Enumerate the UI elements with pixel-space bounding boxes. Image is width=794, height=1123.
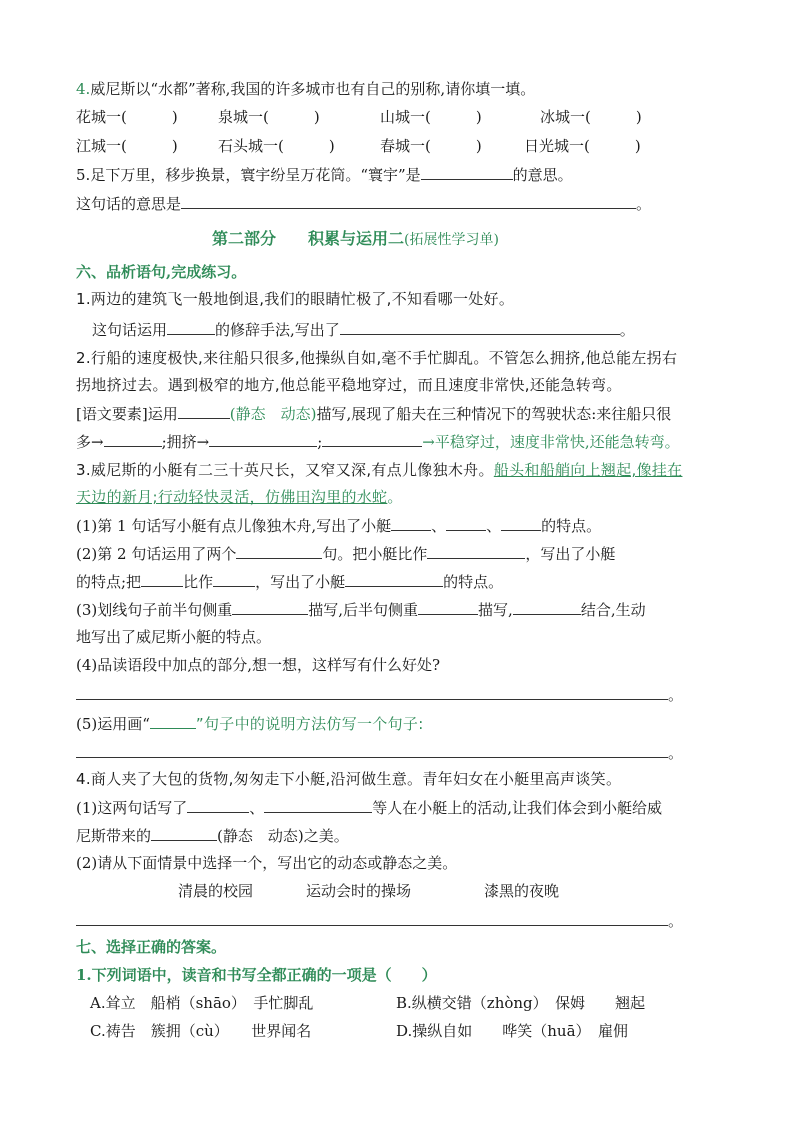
punctuation: ; <box>317 433 323 451</box>
answer-blank[interactable] <box>187 796 249 813</box>
answer-blank[interactable] <box>178 402 230 419</box>
question-number: 4. <box>76 80 91 98</box>
item-2-line2: 拐地挤过去。遇到极窄的地方,他总能平稳地穿过，而且速度非常快,还能急转弯。 <box>76 376 622 394</box>
option-b[interactable]: B.纵横交错（zhòng） 保姆 翘起 <box>396 994 646 1012</box>
city-blank[interactable]: 泉城一( ) <box>218 108 320 126</box>
separator: 、 <box>486 517 502 535</box>
scene-option: 漆黑的夜晚 <box>484 882 560 900</box>
prompt-text: 的特点;把 <box>76 573 142 591</box>
separator: 、 <box>249 799 265 817</box>
underlined-sentence: 天边的新月;行动轻快灵活，仿佛田沟里的水蛇 <box>76 488 388 506</box>
item-2-flow <box>76 430 680 453</box>
question-5-text <box>76 163 573 186</box>
answer-blank[interactable] <box>167 318 215 335</box>
prompt-text: [语文要素]运用 <box>76 405 178 423</box>
part-title: 第二部分 积累与运用二 <box>212 229 405 248</box>
question-number: 5. <box>76 166 91 184</box>
answer-blank[interactable] <box>513 598 581 615</box>
passage-text: 3.威尼斯的小艇有二三十英尺长，又窄又深,有点儿像独木舟。 <box>76 461 494 479</box>
scene-option: 运动会时的操场 <box>306 882 412 900</box>
prompt-text: 结合,生动 <box>580 601 646 619</box>
prompt-text: 句。把小艇比作 <box>322 545 428 563</box>
answer-blank[interactable] <box>104 430 162 447</box>
question-text: 的意思。 <box>512 166 573 184</box>
item-3-line2 <box>76 486 403 508</box>
item-1-question <box>92 318 635 341</box>
item-4-q1 <box>76 796 662 819</box>
answer-blank[interactable] <box>501 514 541 531</box>
prompt-text: 描写, <box>478 601 513 619</box>
prompt-text: ，写出了小艇 <box>255 573 346 591</box>
section-7-heading: 七、选择正确的答案。 <box>76 938 227 956</box>
given-text: →平稳穿过，速度非常快,还能急转弯。 <box>422 433 680 451</box>
item-3-q3 <box>76 598 646 621</box>
city-blank[interactable]: 日光城一( ) <box>524 137 641 155</box>
prompt-text: ，写出了小艇 <box>525 545 616 563</box>
punctuation: 。 <box>636 195 652 213</box>
item-3-q5 <box>76 712 424 735</box>
item-1-text: 1.两边的建筑飞一般地倒退,我们的眼睛忙极了,不知看哪一处好。 <box>76 290 515 308</box>
item-2-line1: 2.行船的速度极快,来往船只很多,他操纵自如,毫不手忙脚乱。不管怎么拥挤,他总能左拐右 <box>76 349 678 367</box>
answer-blank[interactable] <box>213 570 255 587</box>
punctuation: 。 <box>619 321 635 339</box>
prompt-text: (1)这两句话写了 <box>76 799 188 817</box>
option-a[interactable]: A.耸立 船梢（shāo） 手忙脚乱 <box>90 994 314 1012</box>
item-3-q4: (4)品读语段中加点的部分,想一想，这样写有什么好处? <box>76 656 441 674</box>
prompt-text: (3)划线句子前半句侧重 <box>76 601 233 619</box>
choice-question-1: 1.下列词语中，读音和书写全都正确的一项是（ ） <box>76 966 437 984</box>
option-hint: (静态 动态) <box>229 405 317 423</box>
answer-blank[interactable] <box>236 542 322 559</box>
item-3-line1 <box>76 459 682 481</box>
answer-blank[interactable] <box>340 318 620 335</box>
item-4-q2: (2)请从下面情景中选择一个，写出它的动态或静态之美。 <box>76 854 458 872</box>
prompt-text: ;拥挤→ <box>161 433 210 451</box>
section-6-heading: 六、品析语句,完成练习。 <box>76 263 247 281</box>
prompt-text: 多→ <box>76 433 104 451</box>
item-3-q4-answer: 。 <box>76 683 683 706</box>
answer-line[interactable] <box>76 741 668 758</box>
item-4-q1-line2 <box>76 824 349 847</box>
city-blank[interactable]: 花城一( ) <box>76 108 178 126</box>
answer-blank[interactable] <box>418 598 478 615</box>
option-d[interactable]: D.操纵自如 哗笑（huā） 雇佣 <box>396 1022 629 1040</box>
answer-blank[interactable] <box>264 796 372 813</box>
prompt-text: ”句子中的说明方法仿写一个句子: <box>195 715 424 733</box>
punctuation: 。 <box>387 488 403 506</box>
item-3-q2 <box>76 542 615 565</box>
answer-blank[interactable] <box>141 570 183 587</box>
answer-line[interactable] <box>76 683 668 700</box>
question-5-meaning <box>76 192 651 215</box>
answer-blank[interactable] <box>446 514 486 531</box>
answer-line[interactable] <box>76 909 668 926</box>
prompt-text: 描写,展现了船夫在三种情况下的驾驶状态:来往船只很 <box>316 405 672 423</box>
answer-blank[interactable] <box>232 598 308 615</box>
scene-option: 清晨的校园 <box>178 882 254 900</box>
item-4-text: 4.商人夹了大包的货物,匆匆走下小艇,沿河做生意。青年妇女在小艇里高声谈笑。 <box>76 770 622 788</box>
city-blank[interactable]: 石头城一( ) <box>218 137 335 155</box>
section-title <box>212 228 499 251</box>
underline-sample <box>150 712 196 729</box>
prompt-text: 的特点。 <box>443 573 504 591</box>
answer-blank[interactable] <box>151 824 217 841</box>
item-3-q1 <box>76 514 601 537</box>
question-4-text <box>76 78 535 100</box>
prompt-text: 这句话运用 <box>92 321 168 339</box>
question-text: 威尼斯以“水都”著称,我国的许多城市也有自己的别称,请你填一填。 <box>90 80 536 98</box>
option-c[interactable]: C.祷告 簇拥（cù） 世界闻名 <box>90 1022 312 1040</box>
prompt-text: 的修辞手法,写出了 <box>215 321 340 339</box>
prompt-text: (静态 动态)之美。 <box>217 827 349 845</box>
prompt-text: 等人在小艇上的活动,让我们体会到小艇给威 <box>372 799 663 817</box>
city-blank[interactable]: 春城一( ) <box>380 137 482 155</box>
part-subtitle: (拓展性学习单) <box>404 232 499 248</box>
prompt-text: 的特点。 <box>541 517 602 535</box>
prompt-text: (5)运用画“ <box>76 715 150 733</box>
city-blank[interactable]: 山城一( ) <box>380 108 482 126</box>
prompt-text: 这句话的意思是 <box>76 195 182 213</box>
item-3-q3-line2: 地写出了威尼斯小艇的特点。 <box>76 628 272 646</box>
answer-blank[interactable] <box>345 570 443 587</box>
answer-blank[interactable] <box>391 514 431 531</box>
item-3-q2-line2 <box>76 570 503 593</box>
item-4-q2-answer: 。 <box>76 909 683 932</box>
city-blank[interactable]: 冰城一( ) <box>540 108 642 126</box>
answer-blank[interactable] <box>427 542 525 559</box>
prompt-text: (2)第 2 句话运用了两个 <box>76 545 237 563</box>
separator: 、 <box>431 517 447 535</box>
item-3-q5-answer: 。 <box>76 741 683 764</box>
answer-blank[interactable] <box>421 163 513 180</box>
prompt-text: (1)第 1 句话写小艇有点儿像独木舟,写出了小艇 <box>76 517 392 535</box>
answer-blank[interactable] <box>209 430 317 447</box>
prompt-text: 比作 <box>183 573 214 591</box>
answer-blank[interactable] <box>181 192 636 209</box>
question-text: 足下万里，移步换景，寰宇纷呈万花筒。“寰宇”是 <box>90 166 421 184</box>
city-blank[interactable]: 江城一( ) <box>76 137 178 155</box>
underlined-sentence: 船头和船艄向上翘起,像挂在 <box>493 461 683 479</box>
answer-blank[interactable] <box>322 430 422 447</box>
prompt-text: 描写,后半句侧重 <box>308 601 419 619</box>
prompt-text: 尼斯带来的 <box>76 827 152 845</box>
item-2-question <box>76 402 671 425</box>
